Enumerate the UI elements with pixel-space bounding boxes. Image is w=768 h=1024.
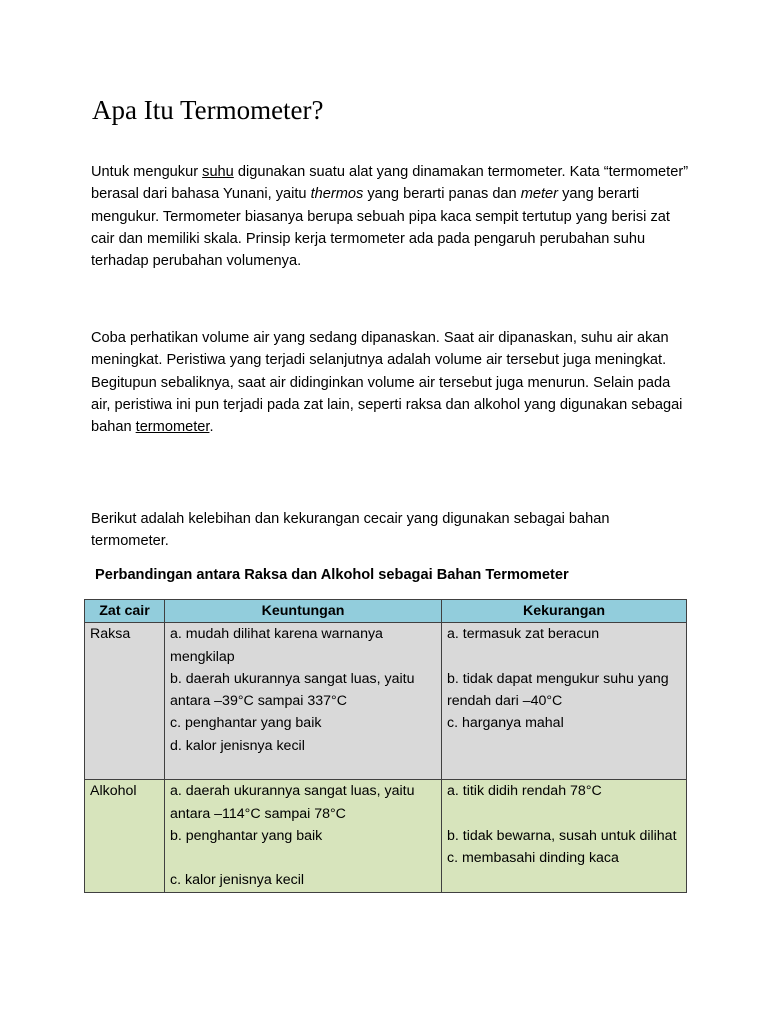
cell-raksa-name: Raksa (85, 623, 165, 780)
raksa-kekurangan-spacer (447, 646, 681, 668)
paragraph-intro-text-3: yang berarti panas dan (363, 186, 521, 203)
cell-raksa-keuntungan (165, 623, 442, 780)
table-row-alkohol (85, 780, 687, 892)
cell-alkohol-kekurangan (442, 780, 687, 892)
header-kekurangan: Kekurangan (442, 600, 687, 623)
paragraph-intro-text-2: digunakan suatu alat yang dinamakan termometer. Kata “termometer” berasal dari bahasa Yunani, yaitu (91, 164, 689, 203)
alkohol-keuntungan-a: a. daerah ukurannya sangat luas, yaitu antara –114°C sampai 78°C (170, 783, 415, 822)
alkohol-kekurangan-spacer (447, 803, 681, 825)
paragraph-intro-text-4: yang berarti mengukur. Termometer biasanya berupa sebuah pipa kaca sempit tertutup yang berisi zat cair dan memiliki skala. Prinsip kerja termometer ada pada pengaruh perubahan suhu terhadap perubahan volumenya. (91, 186, 670, 270)
cell-alkohol-keuntungan (165, 780, 442, 892)
paragraph-volume (91, 327, 691, 438)
alkohol-kekurangan-c: c. membasahi dinding kaca (447, 850, 619, 867)
table-title: Perbandingan antara Raksa dan Alkohol sebagai Bahan Termometer (95, 567, 569, 583)
table-header-row (85, 600, 687, 623)
paragraph-volume-text-1: Coba perhatikan volume air yang sedang dipanaskan. Saat air dipanaskan, suhu air akan meningkat. Peristiwa yang terjadi selanjutnya adalah volume air tersebut juga meningkat. Begitupun sebaliknya, saat air didinginkan volume air tersebut juga menurun. Selain pada air, peristiwa ini pun terjadi pada zat lain, seperti raksa dan alkohol yang digunakan sebagai bahan (91, 330, 683, 436)
alkohol-kekurangan-b: b. tidak bewarna, susah untuk dilihat (447, 827, 677, 844)
paragraph-intro-text-1: Untuk mengukur (91, 164, 203, 180)
header-keuntungan: Keuntungan (165, 600, 442, 623)
page-title: Apa Itu Termometer? (92, 95, 324, 125)
cell-alkohol-name: Alkohol (85, 780, 165, 892)
paragraph-intro (91, 161, 691, 272)
meter-term: meter (520, 186, 559, 203)
thermos-term: thermos (310, 186, 364, 203)
raksa-keuntungan-c: c. penghantar yang baik (170, 715, 322, 732)
comparison-table (84, 599, 687, 893)
cell-raksa-kekurangan (442, 623, 687, 780)
alkohol-keuntungan-c: c. kalor jenisnya kecil (170, 872, 305, 889)
alkohol-kekurangan-a: a. titik didih rendah 78°C (447, 783, 602, 800)
table-row-raksa (85, 623, 687, 780)
header-zat-cair: Zat cair (85, 600, 165, 623)
raksa-kekurangan-b: b. tidak dapat mengukur suhu yang rendah dari –40°C (447, 670, 669, 710)
paragraph-volume-text-2: . (209, 419, 214, 436)
raksa-keuntungan-b: b. daerah ukurannya sangat luas, yaitu antara –39°C sampai 337°C (170, 670, 415, 710)
alkohol-keuntungan-spacer (170, 847, 436, 869)
termometer-link[interactable]: termometer (135, 419, 210, 436)
paragraph-intro-table: Berikut adalah kelebihan dan kekurangan cecair yang digunakan sebagai bahan termometer. (91, 511, 610, 550)
raksa-kekurangan-c: c. harganya mahal (447, 715, 564, 732)
suhu-link[interactable]: suhu (202, 164, 234, 180)
alkohol-keuntungan-b: b. penghantar yang baik (170, 827, 323, 844)
raksa-keuntungan-a: a. mudah dilihat karena warnanya mengkilap (170, 626, 383, 665)
raksa-keuntungan-d: d. kalor jenisnya kecil (170, 737, 305, 754)
raksa-kekurangan-a: a. termasuk zat beracun (447, 626, 600, 643)
